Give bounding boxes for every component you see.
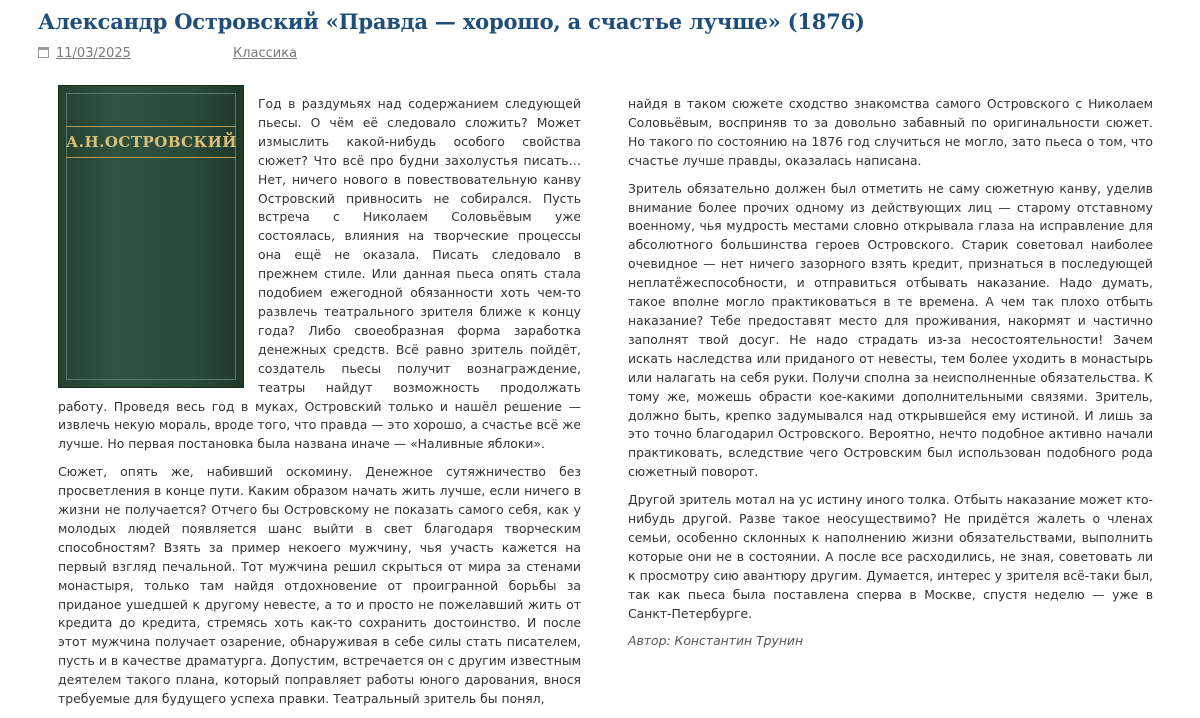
page-title: Александр Островский «Правда — хорошо, а счастье лучше» (1876) [38, 9, 865, 34]
post-date-link[interactable]: 11/03/2025 [56, 46, 131, 61]
article-paragraph: Другой зритель мотал на ус истину иного толка. Отбыть наказание может кто-нибудь другой. Разве такое неосуществимо? Не придётся жалеть о членах семьи, особенно склонных к наполнению жизни обязательствами, выполнить которые они не в состоянии. А после все расходились, не зная, советовать ли к просмотру сию авантюру другим. Думается, интерес у зрителя всё-таки был, так как пьеса была поставлена сперва в Москве, спустя неделю — уже в Санкт-Петербурге. [628, 492, 1153, 621]
article-author: Автор: Константин Трунин [628, 633, 804, 649]
article-paragraph: Год в раздумьях над содержанием следующей пьесы. О чём её следовало сложить? Может измыслить какой-нибудь особого свойства сюжет? Что всё про будни захолустья писать… Нет, ничего нового в повествовательную канву Островский привносить не собирался. Пусть встреча с Николаем Соловьёвым уже состоялась, влияния на творческие процессы она ещё не оказала. Писать следовало в прежнем стиле. Или данная пьеса опять стала подобием ежегодной обязанности хоть чем-то развлечь театрального зрителя ближе к концу года? Либо своеобразная форма заработка денежных средств. Всё равно зритель пойдёт, создатель пьесы получит вознаграждение, театры найдут возможность продолжать работу. Проведя весь год в муках, Островский только и нашёл решение — извлечь некую мораль, вроде того, что правда — это хорошо, а счастье всё же лучше. Но первая постановка была названа иначе — «Наливные яблоки». [58, 96, 581, 452]
book-cover-image [58, 85, 244, 388]
article-paragraph: найдя в таком сюжете сходство знакомства самого Островского с Николаем Соловьёвым, восприняв то за довольно забавный по оригинальности сюжет. Но такого по состоянию на 1876 год случиться не могло, зато пьеса о том, что счастье лучше правды, оказалась написана. [628, 96, 1153, 168]
article-column-right [628, 95, 1153, 660]
category-link[interactable]: Классика [233, 46, 298, 61]
article-column-left [58, 95, 581, 718]
calendar-icon [38, 47, 49, 58]
article-paragraph: Сюжет, опять же, набивший оскомину. Денежное сутяжничество без просветления в конце пути. Каким образом начать жить лучше, если ничего в жизни не получается? Отчего бы Островскому не показать самого себя, как у молодых людей появляется шанс выйти в свет благодаря творческим способностям? Взять за пример некоего мужчину, чья участь кажется на первый взгляд печальной. Тот мужчина решил скрыться от мира за стенами монастыря, только там найдя отдохновение от проигранной борьбы за приданое ушедшей к другому невесте, а то и просто не пожелавший жить от кредита до кредита, стремясь хоть как-то сохранить достоинство. И после этот мужчина получает озарение, обнаруживая в себе силы стать писателем, пусть и в качестве драматурга. Допустим, встречается он с другим известным деятелем такого плана, который поправляет работы юного дарования, внося требуемые для будущего успеха правки. Театральный зритель бы понял, [58, 464, 581, 707]
post-date [38, 46, 131, 61]
book-cover-title: А.Н.ОСТРОВСКИЙ [66, 126, 236, 158]
article-paragraph: Зритель обязательно должен был отметить не саму сюжетную канву, уделив внимание более прочих одному из действующих лиц — старому отставному военному, чья мудрость местами словно открывала глаза на исправление для абсолютного большинства героев Островского. Старик советовал наиболее очевидное — нет ничего зазорного взять кредит, признаться в последующей неплатёжеспособности, и отправиться отбывать наказание. Надо думать, такое вполне могло практиковаться в те времена. А чем так плохо отбыть наказание? Тебе предоставят место для проживания, накормят и частично заполнят твой досуг. Не надо страдать из-за несостоятельности! Зачем искать наследства или приданого от невесты, тем более уходить в монастырь или налагать на себя руки. Получи сполна за неисполненные обязательства. К тому же, можешь обрасти кое-какими дополнительными связями. Зритель, должно быть, крепко задумывался над открывшейся ему истиной. И лишь за это точно благодарил Островского. Вероятно, нечто подобное активно начали практиковать, вследствие чего Островским был использован подобного рода сюжетный поворот. [628, 180, 1153, 480]
